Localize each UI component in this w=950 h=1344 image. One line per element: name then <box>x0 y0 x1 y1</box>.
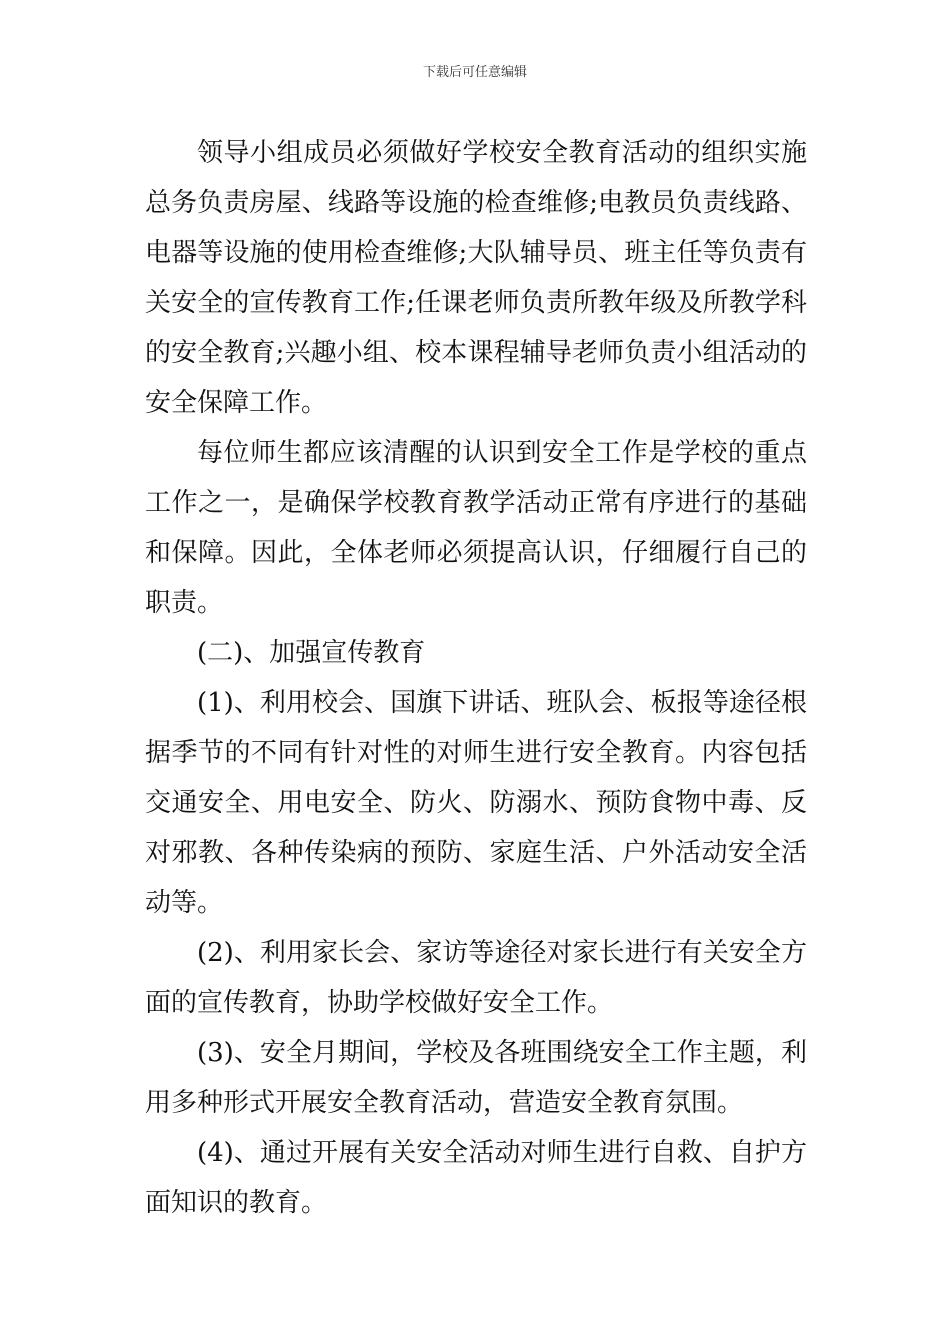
page-header-note: 下载后可任意编辑 <box>422 65 527 80</box>
paragraph-leadership-duties: 领导小组成员必须做好学校安全教育活动的组织实施总务负责房屋、线路等设施的检查维修;电教员负责线路、电器等设施的使用检查维修;大队辅导员、班主任等负责有关安全的宣传教育工作;任课老师负责所教年级及所教学科的安全教育;兴趣小组、校本课程辅导老师负责小组活动的安全保障工作。 <box>145 138 807 418</box>
paragraph-safety-awareness: 每位师生都应该清醒的认识到安全工作是学校的重点工作之一，是确保学校教育教学活动正常有序进行的基础和保障。因此，全体老师必须提高认识，仔细履行自己的职责。 <box>145 438 807 618</box>
paragraph-item-3: (3)、安全月期间，学校及各班围绕安全工作主题，利用多种形式开展安全教育活动，营造安全教育氛围。 <box>145 1038 807 1118</box>
paragraph-item-1: (1)、利用校会、国旗下讲话、班队会、板报等途径根据季节的不同有针对性的对师生进行安全教育。内容包括交通安全、用电安全、防火、防溺水、预防食物中毒、反对邪教、各种传染病的预防、家庭生活、户外活动安全活动等。 <box>145 688 807 918</box>
paragraph-item-2: (2)、利用家长会、家访等途径对家长进行有关安全方面的宣传教育，协助学校做好安全工作。 <box>145 938 807 1018</box>
document-body <box>145 128 807 1228</box>
section-heading-publicity: (二)、加强宣传教育 <box>197 638 426 668</box>
paragraph-item-4: (4)、通过开展有关安全活动对师生进行自救、自护方面知识的教育。 <box>145 1138 807 1218</box>
